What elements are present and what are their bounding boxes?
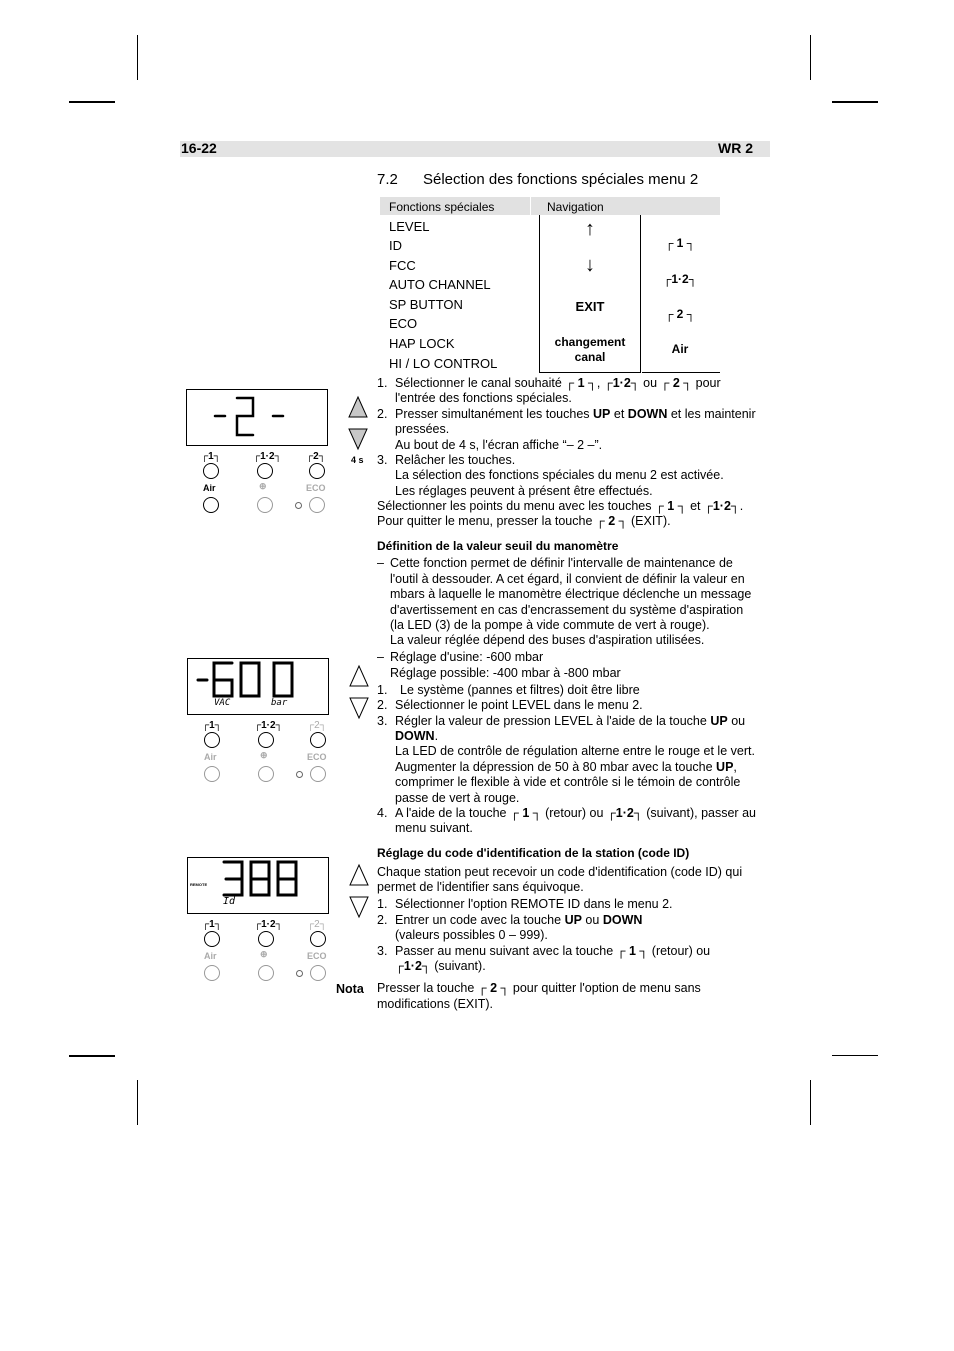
step-text: passe de vert à rouge. (395, 791, 520, 805)
step-text: Sélectionner le canal souhaité ┌ 1 ┐, ┌1·2┐ ou ┌ 2 ┐ pour (395, 376, 721, 390)
note-label: Nota (336, 982, 364, 996)
lcd-unit-label: VAC (214, 698, 231, 708)
button-2-label: ┌2┐ (307, 720, 327, 731)
step-text: Régler la valeur de pression LEVEL à l'aide de la touche UP ou (395, 714, 746, 728)
button-1-label: ┌1┐ (202, 720, 222, 731)
button-1-label: ┌1┐ (202, 919, 222, 930)
paragraph-text: Réglage d'usine: -600 mbar (390, 650, 544, 664)
button-1-2-label: ┌1·2┐ (253, 451, 282, 462)
table-bottom-line (539, 372, 640, 373)
channel-1-2-button[interactable] (258, 732, 274, 748)
crop-mark (832, 1055, 878, 1056)
eco-led (296, 970, 303, 977)
paragraph-text: mbars à laquelle le manomètre électrique déclenche un message (390, 587, 752, 601)
subsection-heading: Définition de la valeur seuil du manomètre (377, 539, 619, 553)
vacuum-button[interactable] (258, 766, 274, 782)
lcd-display (187, 857, 329, 914)
channel-1-2-button[interactable] (258, 931, 274, 947)
channel-1-2-button[interactable] (257, 463, 273, 479)
arrow-down-icon: ↓ (585, 254, 595, 276)
step-text: Augmenter la dépression de 50 à 80 mbar avec la touche UP, (395, 760, 737, 774)
dash: – (377, 556, 384, 570)
step-text: (valeurs possibles 0 – 999). (395, 928, 548, 942)
paragraph-text: Cette fonction permet de définir l'intervalle de maintenance de (390, 556, 733, 570)
eco-led (296, 771, 303, 778)
paragraph-text: Pour quitter le menu, presser la touche ┌ 2 ┐ (EXIT). (377, 514, 671, 528)
table-bottom-line (642, 372, 720, 373)
vacuum-button[interactable] (258, 965, 274, 981)
crop-mark (810, 35, 811, 80)
button-1-2-label: ┌1·2┐ (254, 720, 283, 731)
function-item: ECO (389, 316, 418, 331)
step-text: A l'aide de la touche ┌ 1 ┐ (retour) ou ┌1·2┐ (suivant), passer au (395, 806, 756, 820)
table-col-functions: Fonctions spéciales (389, 200, 495, 214)
key-1-2: ┌1·2┐ (662, 272, 698, 286)
air-button[interactable] (203, 497, 219, 513)
key-1: ┌ 1 ┐ (664, 236, 696, 250)
crop-mark (137, 1080, 138, 1125)
dash: – (377, 650, 384, 664)
step-text: La LED de contrôle de régulation alterne entre le rouge et le vert. (395, 744, 755, 758)
step-text: l'entrée des fonctions spéciales. (395, 391, 572, 405)
button-1-label: ┌1┐ (201, 451, 221, 462)
table-divider (539, 215, 540, 373)
crop-mark (137, 35, 138, 80)
function-item: LEVEL (389, 219, 430, 234)
channel-1-button[interactable] (204, 931, 220, 947)
vacuum-icon: ⊕ (260, 949, 268, 959)
note-text: Presser la touche ┌ 2 ┐ pour quitter l'option de menu sans (377, 981, 701, 995)
crop-mark (69, 101, 115, 103)
function-item: FCC (389, 258, 416, 273)
crop-mark (69, 1055, 115, 1057)
vacuum-button[interactable] (257, 497, 273, 513)
lcd-remote-label: REMOTE (190, 882, 208, 887)
step-text: Au bout de 4 s, l'écran affiche “– 2 –”. (395, 438, 603, 452)
function-item: HI / LO CONTROL (389, 356, 498, 371)
step-number: 2. (377, 913, 388, 927)
paragraph-text: l'outil à dessouder. A cet égard, il convient de définir la valeur en (390, 572, 745, 586)
table-divider (640, 215, 641, 373)
step-text: ┌1·2┐ (suivant). (395, 959, 486, 973)
vacuum-icon: ⊕ (260, 750, 268, 760)
function-item: ID (389, 238, 402, 253)
eco-button[interactable] (310, 766, 326, 782)
paragraph-text: Réglage possible: -400 mbar à -800 mbar (390, 666, 621, 680)
air-label: Air (204, 752, 217, 762)
table-col-navigation: Navigation (547, 200, 604, 214)
channel-2-button[interactable] (310, 732, 326, 748)
channel-1-button[interactable] (203, 463, 219, 479)
table-divider (530, 197, 531, 215)
function-item: HAP LOCK (389, 336, 455, 351)
step-number: 1. (377, 376, 388, 390)
step-text: La sélection des fonctions spéciales du menu 2 est activée. (395, 468, 724, 482)
crop-mark (832, 101, 878, 103)
step-number: 3. (377, 944, 388, 958)
step-text: pressées. (395, 422, 450, 436)
button-2-label: ┌2┐ (307, 919, 327, 930)
step-text: comprimer le flexible à vide et contrôle si le témoin de contrôle (395, 775, 741, 789)
hold-duration: 4 s (351, 455, 364, 465)
note-text: modifications (EXIT). (377, 997, 494, 1011)
step-number: 3. (377, 714, 388, 728)
nav-exit: EXIT (575, 299, 605, 314)
step-text: Le système (pannes et filtres) doit être libre (400, 683, 640, 697)
paragraph-text: (la LED (3) de la pompe à vide commute de vert à rouge). (390, 618, 710, 632)
step-number: 3. (377, 453, 388, 467)
step-text: Entrer un code avec la touche UP ou DOWN (395, 913, 643, 927)
header-bar (180, 141, 770, 157)
channel-1-button[interactable] (204, 732, 220, 748)
key-2: ┌ 2 ┐ (664, 307, 696, 321)
step-number: 4. (377, 806, 388, 820)
air-button[interactable] (204, 965, 220, 981)
lcd-display (186, 389, 328, 446)
document-code: WR 2 (718, 140, 753, 156)
step-number: 2. (377, 698, 388, 712)
vacuum-icon: ⊕ (259, 481, 267, 491)
button-2-label: ┌2┐ (306, 451, 326, 462)
step-text: Presser simultanément les touches UP et DOWN et les maintenir (395, 407, 756, 421)
crop-mark (810, 1080, 811, 1125)
page-number: 16-22 (181, 140, 217, 156)
nav-channel: canal (574, 350, 606, 364)
lcd-unit-label: bar (271, 698, 288, 708)
lcd-display (187, 658, 329, 715)
lcd-id-label: Id (223, 896, 236, 907)
section-number: 7.2 (377, 171, 398, 188)
channel-2-button[interactable] (310, 931, 326, 947)
function-item: SP BUTTON (389, 297, 463, 312)
arrow-up-icon: ↑ (585, 218, 595, 240)
air-button[interactable] (204, 766, 220, 782)
step-text: Relâcher les touches. (395, 453, 516, 467)
paragraph-text: d'avertissement en cas d'encrassement du système d'aspiration (390, 603, 744, 617)
eco-label: ECO (307, 752, 327, 762)
paragraph-text: La valeur réglée dépend des buses d'aspiration utilisées. (390, 633, 705, 647)
air-label: Air (204, 951, 217, 961)
step-text: Sélectionner le point LEVEL dans le menu 2. (395, 698, 643, 712)
paragraph-text: Sélectionner les points du menu avec les touches ┌ 1 ┐ et ┌1·2┐. (377, 499, 744, 513)
step-text: menu suivant. (395, 821, 473, 835)
step-text: Sélectionner l'option REMOTE ID dans le menu 2. (395, 897, 673, 911)
channel-2-button[interactable] (309, 463, 325, 479)
step-text: DOWN. (395, 729, 439, 743)
function-item: AUTO CHANNEL (389, 277, 491, 292)
eco-button[interactable] (310, 965, 326, 981)
button-1-2-label: ┌1·2┐ (254, 919, 283, 930)
step-text: Les réglages peuvent à présent être effectués. (395, 484, 653, 498)
nav-change: changement (554, 335, 626, 349)
step-number: 1. (377, 683, 388, 697)
eco-label: ECO (307, 951, 327, 961)
step-text: Passer au menu suivant avec la touche ┌ 1 ┐ (retour) ou (395, 944, 711, 958)
section-title: Sélection des fonctions spéciales menu 2 (423, 171, 699, 188)
step-number: 1. (377, 897, 388, 911)
paragraph-text: permet de l'identifier sans équivoque. (377, 880, 584, 894)
air-label: Air (203, 483, 216, 493)
key-air: Air (671, 342, 689, 356)
step-number: 2. (377, 407, 388, 421)
subsection-heading: Réglage du code d'identification de la station (code ID) (377, 846, 690, 860)
eco-led (295, 502, 302, 509)
eco-label: ECO (306, 483, 326, 493)
paragraph-text: Chaque station peut recevoir un code d'identification (code ID) qui (377, 865, 743, 879)
eco-button[interactable] (309, 497, 325, 513)
